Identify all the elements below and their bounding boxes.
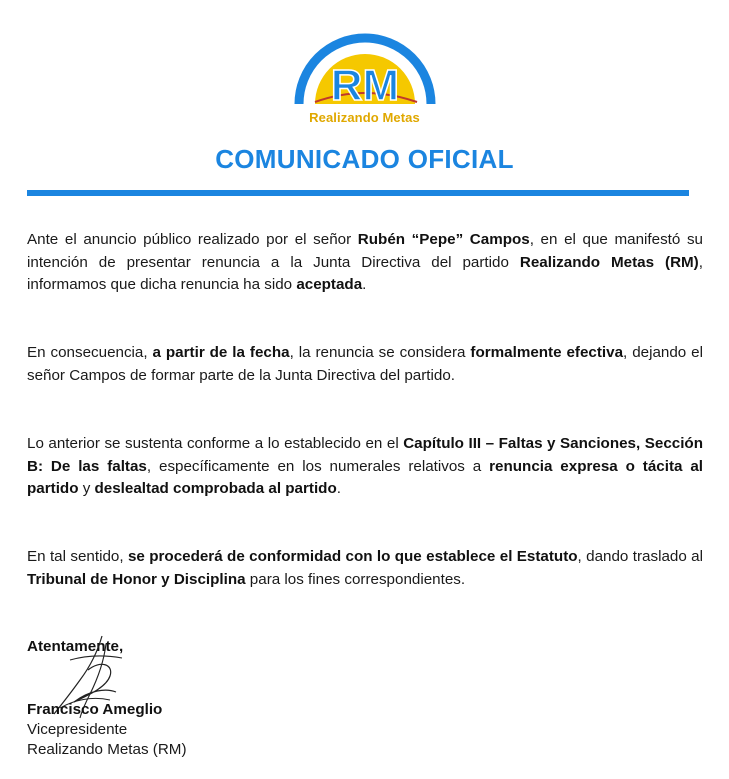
- logo-emblem-icon: [285, 14, 445, 114]
- bold-segment: Tribunal de Honor y Disciplina: [27, 570, 246, 588]
- signatory-organization: Realizando Metas (RM): [27, 741, 187, 758]
- signature-block: [27, 700, 187, 760]
- text-segment: , la renuncia se considera: [289, 344, 471, 361]
- bold-segment: Realizando Metas (RM): [519, 253, 699, 271]
- text-segment: En consecuencia,: [27, 344, 153, 361]
- bold-segment: aceptada: [296, 276, 363, 293]
- logo-initials: RM: [330, 61, 399, 110]
- text-segment: y: [78, 480, 95, 497]
- text-segment: , informamos que dicha renuncia ha sido: [27, 253, 703, 293]
- bold-segment: Capítulo III – Faltas y Sanciones, Sección B: De las faltas: [27, 435, 703, 475]
- closing-salutation: Atentamente,: [27, 638, 124, 655]
- bold-segment: formalmente efectiva: [470, 344, 624, 361]
- bold-segment: deslealtad comprobada al partido: [94, 480, 337, 497]
- header-logo: [0, 14, 729, 132]
- signatory-role: Vicepresidente: [27, 721, 128, 738]
- paragraph-announcement: [27, 229, 703, 297]
- text-segment: , dejando el señor Campos de formar parte de la Junta Directiva del partido.: [27, 344, 703, 384]
- text-segment: Lo anterior se sustenta conforme a lo establecido en el: [27, 435, 404, 452]
- page-title: COMUNICADO OFICIAL: [215, 144, 514, 174]
- text-segment: .: [336, 480, 341, 497]
- bold-segment: a partir de la fecha: [152, 344, 290, 361]
- paragraph-effective: [27, 342, 703, 387]
- title-divider: [27, 190, 689, 196]
- text-segment: , dando traslado al: [577, 548, 703, 565]
- bold-segment: se procederá de conformidad con lo que establece el Estatuto: [127, 548, 578, 565]
- bold-segment: renuncia expresa o tácita al partido: [27, 457, 704, 497]
- text-segment: para los fines correspondientes.: [245, 570, 466, 588]
- signatory-name: Francisco Ameglio: [27, 701, 163, 718]
- bold-segment: Rubén “Pepe” Campos: [357, 231, 530, 248]
- party-logo: [285, 14, 445, 132]
- text-segment: .: [362, 276, 367, 293]
- paragraph-procedure: [27, 546, 703, 591]
- paragraph-basis: [27, 433, 703, 501]
- text-segment: Ante el anuncio público realizado por el señor: [27, 231, 358, 248]
- text-segment: , específicamente en los numerales relativos a: [146, 457, 490, 475]
- logo-party-name: Realizando Metas: [309, 110, 420, 125]
- text-segment: , en el que manifestó su intención de presentar renuncia a la Junta Directiva del partido: [27, 231, 703, 271]
- text-segment: En tal sentido,: [27, 548, 128, 565]
